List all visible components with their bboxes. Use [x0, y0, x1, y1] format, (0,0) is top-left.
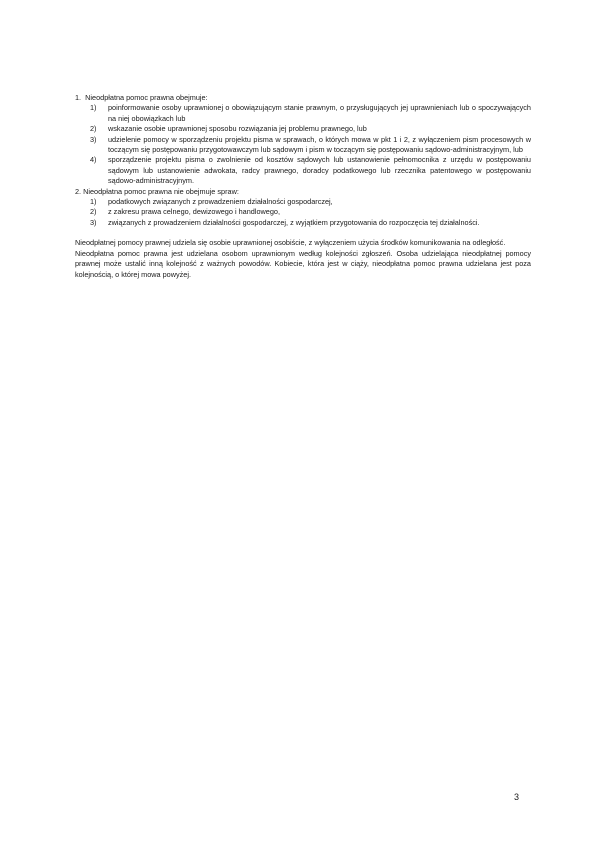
list-item — [75, 103, 531, 124]
list-item — [75, 135, 531, 156]
document-body — [75, 93, 531, 280]
item-number: 2) — [90, 124, 97, 134]
item-text: poinformowanie osoby uprawnionej o obowiązującym stanie prawnym, o przysługujących jej uprawnieniach lub o spoczywających na niej obowiązkach lub — [108, 103, 531, 123]
item-text: podatkowych związanych z prowadzeniem działalności gospodarczej, — [108, 197, 333, 207]
item-text: udzielenie pomocy w sporządzeniu projektu pisma w sprawach, o których mowa w pkt 1 i 2, z wyłączeniem pism procesowych w toczącym się postępowaniu przygotowawczym lub sądowym i pism w toczącym się postępowaniu sądowo-administracyjnym, lub — [108, 134, 531, 155]
excluded-matters-list — [75, 197, 531, 228]
list-item — [75, 155, 531, 186]
list-item — [75, 124, 531, 134]
item-number: 2) — [90, 207, 97, 217]
paragraph-order-of-service: Nieodpłatna pomoc prawna jest udzielana osobom uprawnionym według kolejności zgłoszeń. Osoba udzielająca nieodpłatnej pomocy prawnej może ustalić inną kolejność z ważnych powodów. Kobiecie, która jest w ciąży, nieodpłatna pomoc prawna udzielana jest poza kolejnością, o której mowa powyżej. — [75, 248, 531, 279]
section-scope-excluded — [75, 187, 531, 229]
item-text: sporządzenie projektu pisma o zwolnienie od kosztów sądowych lub ustanowienie pełnomocnika z urzędu w postępowaniu sądowym lub ustanowienie adwokata, radcy prawnego, doradcy podatkowego lub rzecznika patentowego w postępowaniu sądowo-administracyjnym. — [108, 155, 531, 186]
section-scope-included — [75, 93, 531, 187]
item-number: 1) — [90, 197, 97, 207]
item-number: 1) — [90, 103, 97, 113]
list-item — [75, 197, 531, 207]
list-item — [75, 207, 531, 217]
page-number: 3 — [514, 792, 520, 802]
item-number: 3) — [90, 134, 97, 144]
included-services-list — [75, 103, 531, 186]
item-text: związanych z prowadzeniem działalności gospodarczej, z wyjątkiem przygotowania do rozpoczęcia tej działalności. — [108, 217, 480, 227]
item-number: 3) — [90, 217, 97, 227]
item-text: wskazanie osobie uprawnionej sposobu rozwiązania jej problemu prawnego, lub — [108, 124, 367, 134]
item-number: 4) — [90, 155, 97, 165]
item-text: z zakresu prawa celnego, dewizowego i handlowego, — [108, 207, 280, 217]
spacer — [75, 228, 531, 238]
paragraph-personal-assistance: Nieodpłatnej pomocy prawnej udziela się osobie uprawnionej osobiście, z wyłączeniem użycia środków komunikowania na odległość. — [75, 238, 506, 248]
list-item — [75, 218, 531, 228]
section-heading: 2. Nieodpłatna pomoc prawna nie obejmuje spraw: — [75, 186, 239, 196]
section-heading: 1. Nieodpłatna pomoc prawna obejmuje: — [75, 93, 208, 102]
